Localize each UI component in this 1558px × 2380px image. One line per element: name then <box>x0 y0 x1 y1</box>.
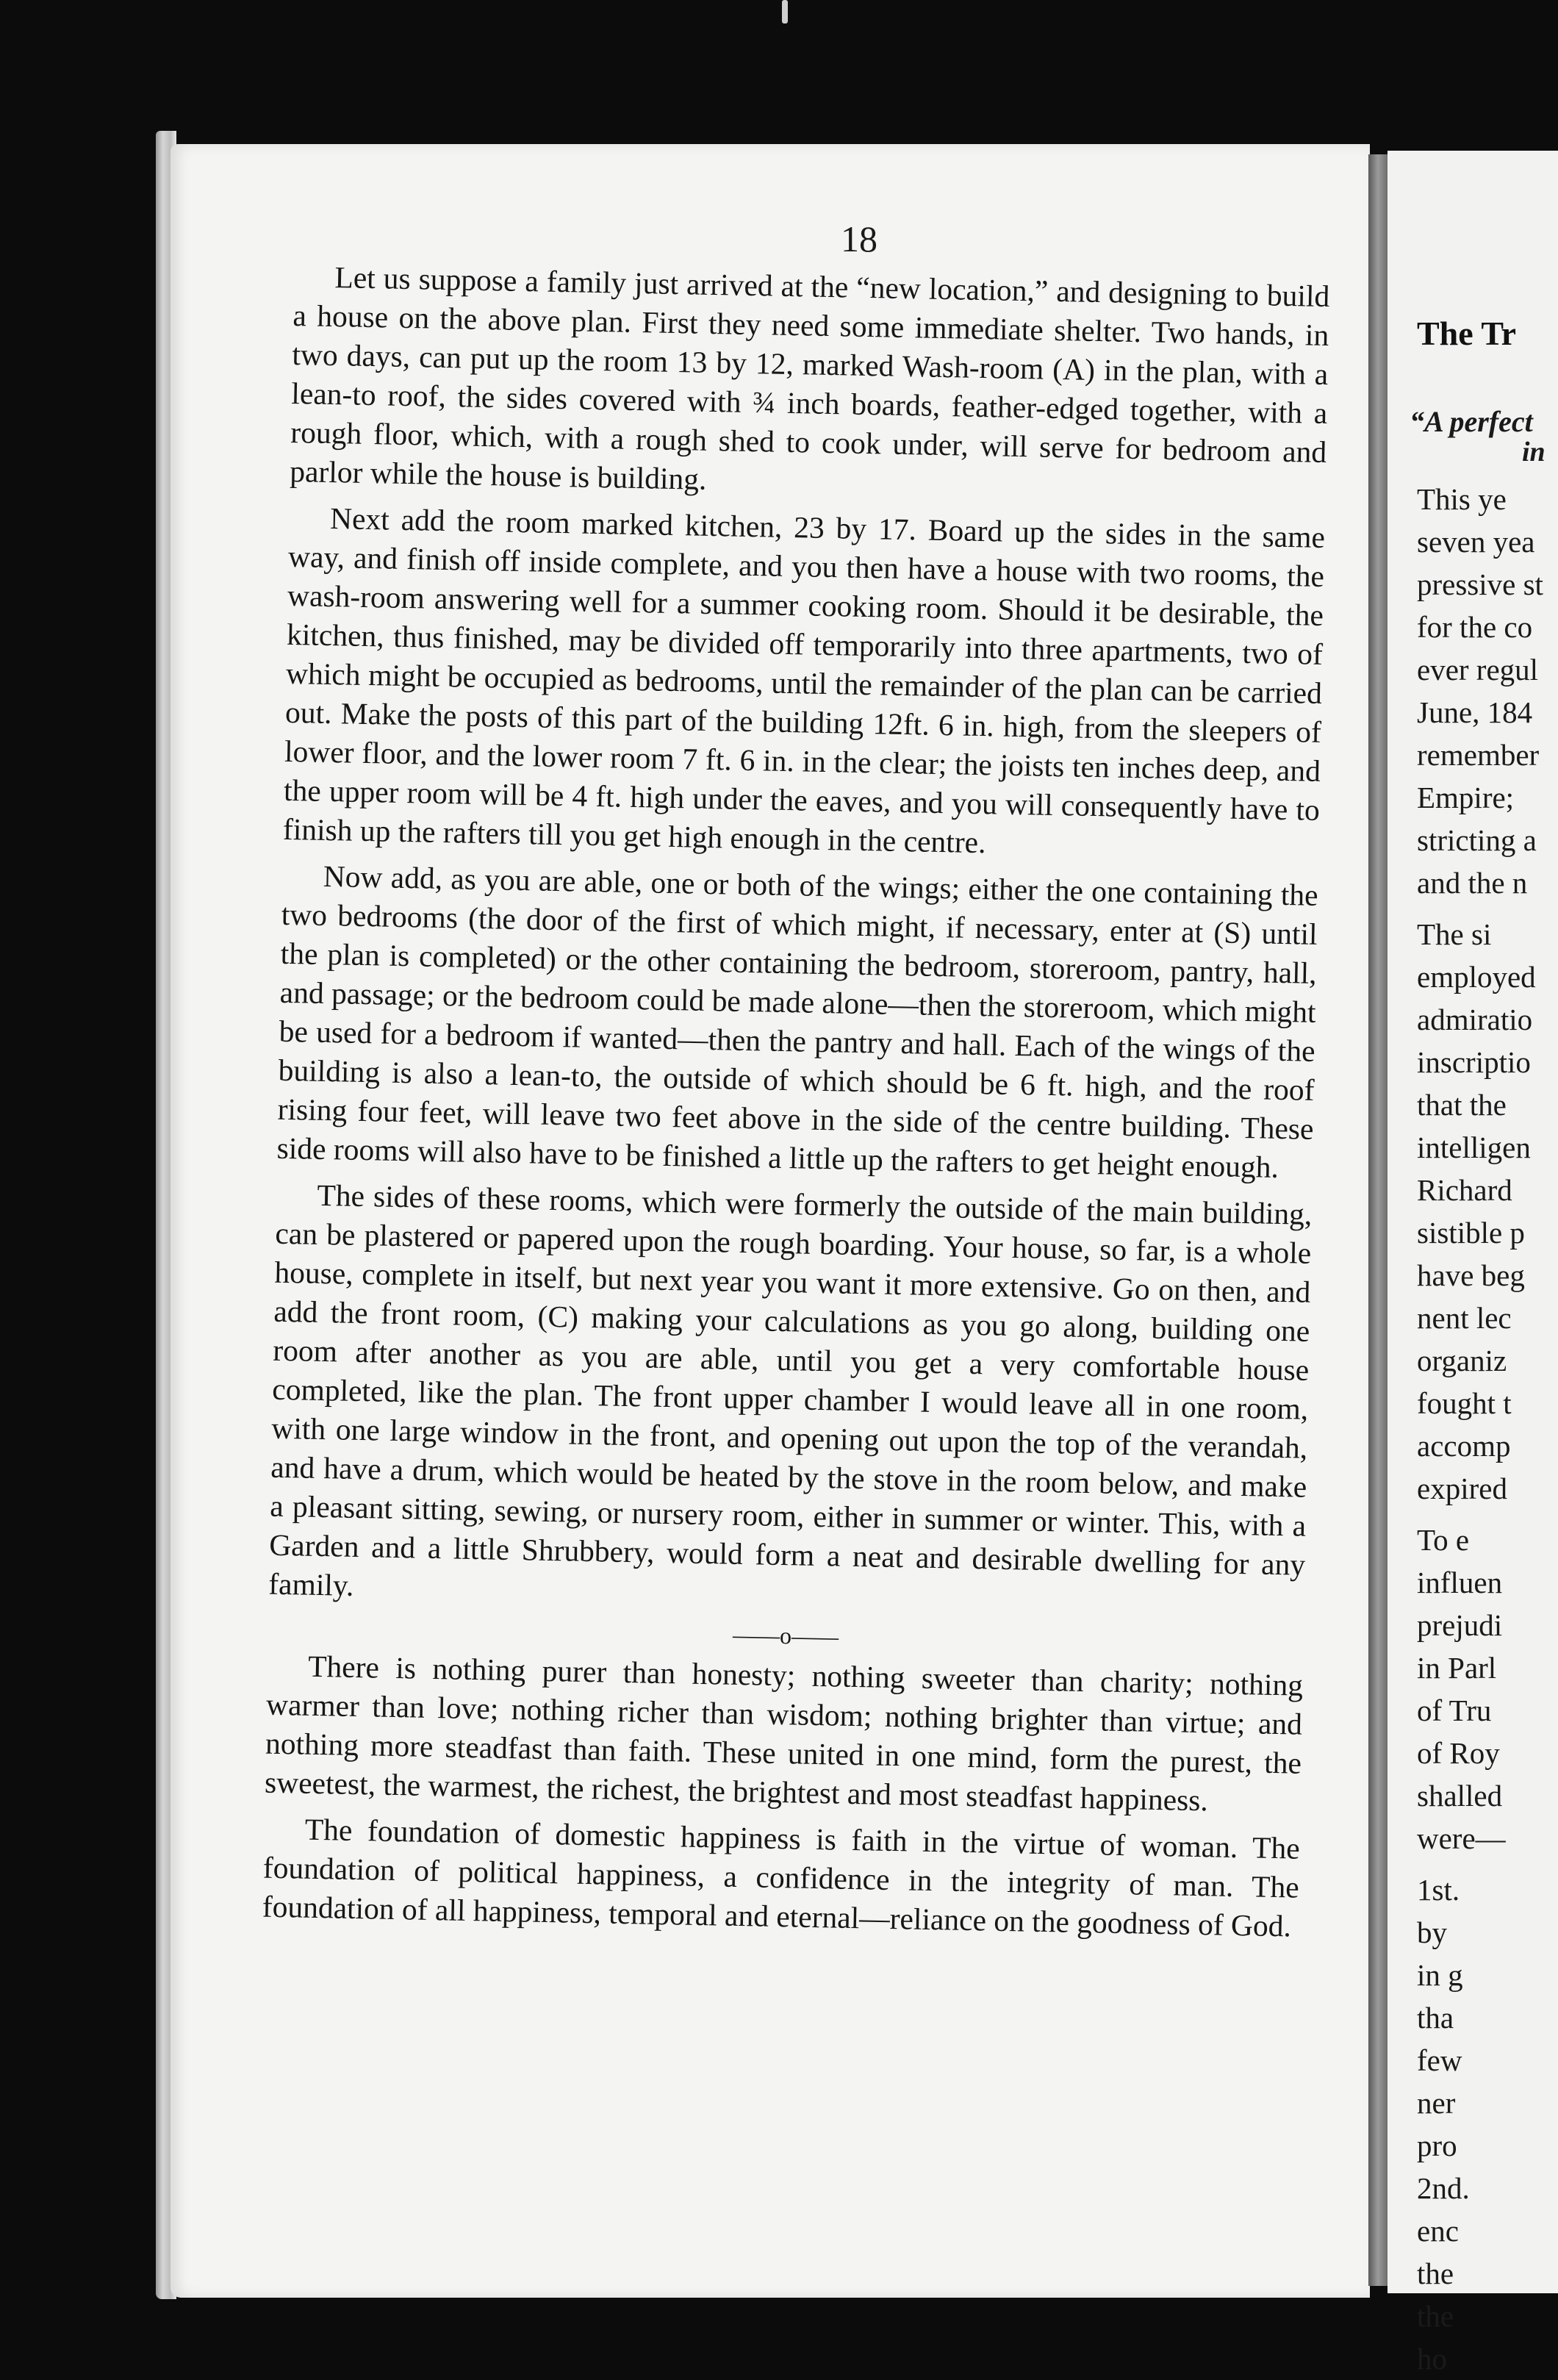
paragraph-gap <box>1417 1860 1543 1868</box>
right-page-line: June, 184 <box>1417 695 1533 729</box>
right-page-line: the <box>1417 2257 1454 2290</box>
right-page-line: of Tru <box>1417 1693 1492 1727</box>
paragraph: There is nothing purer than honesty; nothing sweeter than charity; nothing warmer than love; nothing richer than wisdom; nothing brighter than virtue; and nothing more steadfast than faith. These united in one mind, form the purest, the sweetest, the warmest, the richest, the brightest and most steadfast happiness. <box>264 1649 1304 1818</box>
right-page-line: 2nd. <box>1417 2171 1470 2205</box>
right-page-line: employed <box>1417 960 1536 994</box>
right-page-text-column <box>1417 478 1543 2380</box>
right-page-line: of Roy <box>1417 1736 1500 1770</box>
right-page-line: were— <box>1417 1821 1506 1855</box>
right-page-subtitle: “A perfect <box>1410 405 1533 438</box>
right-page-line: prejudi <box>1417 1608 1503 1642</box>
right-page-line: and the n <box>1417 866 1528 900</box>
paragraph-gap <box>1417 904 1543 913</box>
right-page-line: have beg <box>1417 1258 1525 1292</box>
right-page-line: remember <box>1417 738 1540 772</box>
right-page-line: few <box>1417 2043 1462 2077</box>
right-page-line: shalled <box>1417 1779 1503 1813</box>
right-page-line: enc <box>1417 2214 1459 2248</box>
right-page-line: by <box>1417 1915 1447 1949</box>
right-page-line: organiz <box>1417 1344 1507 1377</box>
paragraph-gap <box>1417 1510 1543 1519</box>
paragraph: Next add the room marked kitchen, 23 by 17. Board up the sides in the same way, and finish off inside complete, and you then have a house with two rooms, the wash-room answering well for a summer cooking room. Should it be desirable, the kitchen, thus finished, may be divided off temporarily into three apartments, two of which might be occupied as bedrooms, until the remainder of the plan can be carried out. Make the posts of this part of the building 12ft. 6 in. high, from the sleepers of lower floor, and the lower room 7 ft. 6 in. in the clear; the joists ten inches deep, and the upper room will be 4 ft. high under the eaves, and you will consequently have to finish up the rafters till you get high enough in the centre. <box>282 501 1326 860</box>
right-page-line: the <box>1417 2299 1454 2333</box>
right-page-line: expired <box>1417 1472 1507 1505</box>
right-page-line: Richard <box>1417 1173 1512 1207</box>
right-page-line: fought t <box>1417 1386 1512 1420</box>
right-page-line: pro <box>1417 2129 1457 2162</box>
paragraph: Now add, as you are able, one or both of the wings; either the one containing the two bedrooms (the door of the first of which might, if necessary, enter at (S) until the plan is completed) or the other containing the bedroom, storeroom, pantry, hall, and passage; or the bedroom could be made alone—then the storeroom, which might be used for a bedroom if wanted—then the pantry and hall. Each of the wings of the building is also a lean-to, the outside of which should be 6 ft. high, and the roof rising four feet, will leave two feet above in the side of the centre building. These side rooms will also have to be finished a little up the rafters to get height enough. <box>276 859 1319 1184</box>
right-page-line: 1st. <box>1417 1873 1460 1907</box>
paragraph: The foundation of domestic happiness is faith in the virtue of woman. The foundation of political happiness, a confidence in the integrity of man. The foundation of all happiness, temporal and eternal—reliance on the goodness of God. <box>262 1812 1301 1943</box>
right-page-line: pressive st <box>1417 567 1543 601</box>
right-page-line: tha <box>1417 2001 1454 2035</box>
right-page-line: seven yea <box>1417 525 1535 559</box>
right-page-line: ner <box>1417 2086 1456 2120</box>
right-page-line: Empire; <box>1417 781 1515 814</box>
right-page-line: The si <box>1417 917 1492 951</box>
page-number: 18 <box>841 218 877 259</box>
right-page-line: influen <box>1417 1566 1503 1599</box>
right-page-subtitle-cont: in <box>1522 437 1546 467</box>
right-page-line: inscriptio <box>1417 1045 1531 1079</box>
right-page-line: To e <box>1417 1523 1470 1557</box>
paragraph: Let us suppose a family just arrived at the “new location,” and designing to build a house on the above plan. First they need some immediate shelter. Two hands, in two days, can put up the room 13 by 12, marked Wash-room (A) in the plan, with a lean-to roof, the sides covered with ¾ inch boards, feather-edged together, with a rough floor, which, with a rough shed to cook under, will serve for bedroom and parlor while the house is building. <box>289 260 1330 496</box>
right-page-line: in g <box>1417 1958 1463 1992</box>
top-edge-blemish <box>782 0 788 24</box>
paragraph: The sides of these rooms, which were formerly the outside of the main building, can be plastered or papered upon the rough boarding. Your house, so far, is a whole house, complete in itself, but next year you want it more extensive. Go on then, and add the front room, (C) making your calculations as you go along, building one room after another as you are able, until you get a very comfortable house completed, like the plan. The front upper chamber I would leave all in one room, with one large window in the front, and opening out upon the top of the verandah, and have a drum, which would be heated by the stove in the room below, and make a pleasant sitting, sewing, or nursery room, either in summer or winter. This, with a Garden and a little Shrubbery, would form a neat and desirable dwelling for any family. <box>268 1178 1313 1602</box>
right-page-line: intelligen <box>1417 1130 1531 1164</box>
right-page-line: This ye <box>1417 482 1507 516</box>
right-page-line: stricting a <box>1417 823 1537 857</box>
right-page-line: nent lec <box>1417 1301 1512 1335</box>
book-gutter <box>1368 154 1388 2286</box>
right-page-line: in Parl <box>1417 1651 1497 1685</box>
right-page-line: admiratio <box>1417 1003 1533 1036</box>
section-separator: ——o—— <box>732 1621 839 1650</box>
right-page-line: sistible p <box>1417 1216 1525 1250</box>
right-page-line: accomp <box>1417 1429 1511 1463</box>
right-page-line: ever regul <box>1417 653 1539 687</box>
right-page-line: for the co <box>1417 610 1533 644</box>
right-page-line: ho <box>1417 2342 1447 2376</box>
left-page-text <box>262 257 1330 1954</box>
right-page-title: The Tr <box>1417 315 1517 352</box>
right-page <box>1388 151 1558 2376</box>
right-page-line: that the <box>1417 1088 1507 1122</box>
